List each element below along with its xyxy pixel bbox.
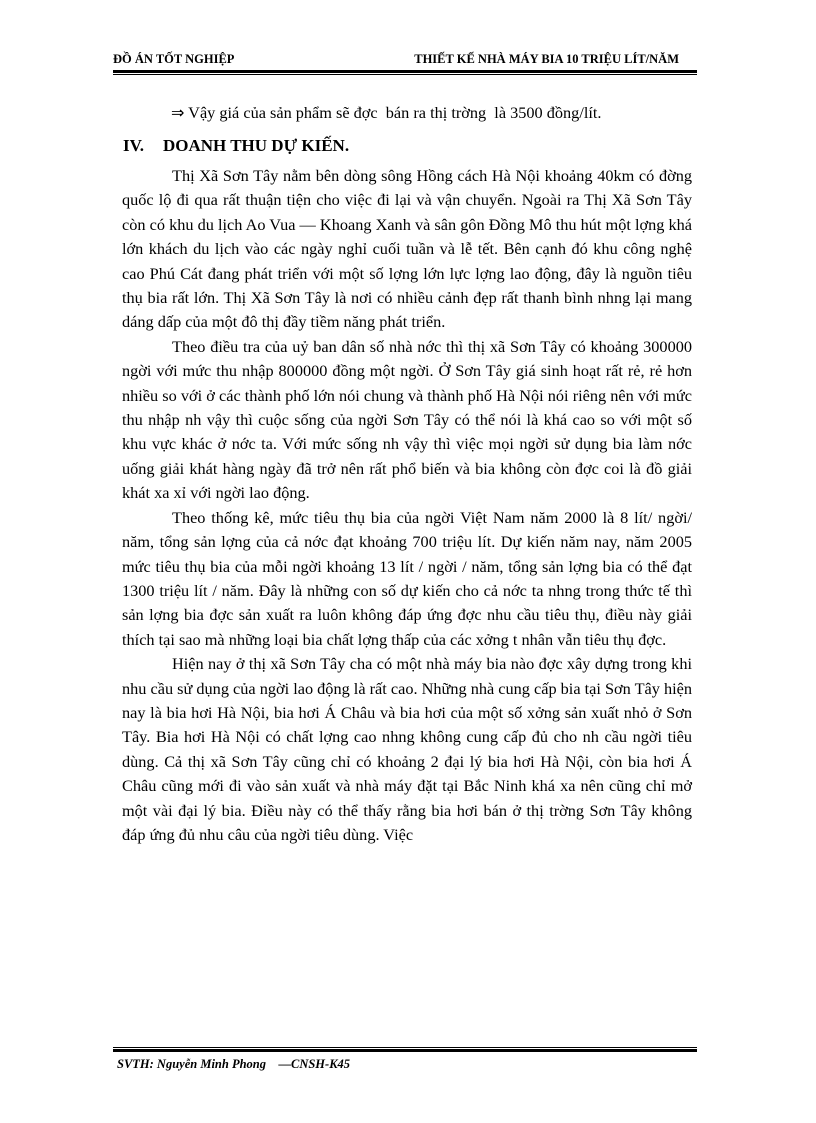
header-project-title: THIẾT KẾ NHÀ MÁY BIA 10 TRIỆU LÍT/NĂM [414,52,679,66]
double-arrow-icon: ⇒ [171,103,185,122]
body-text [122,164,692,847]
section-heading [123,134,349,158]
paragraph: Theo điều tra của uỷ ban dân số nhà nớc thì thị xã Sơn Tây có khoảng 300000 ngời với mức thu nhập 800000 đồng một ngời. Ở Sơn Tây giá sinh hoạt rất rẻ, rẻ hơn nhiều so với ở các thành phố lớn nói chung và thành phố Hà Nội nói riêng nên với mức thu nhập nh vậy thì cuộc sống của ngời Sơn Tây có thể nói là khá cao so với một số khu vực khác ở nớc ta. Với mức sống nh vậy thì việc mọi ngời sử dụng bia làm nớc uống giải khát hàng ngày đã trở nên rất phổ biến và bia không còn đợc coi là đồ giải khát xa xỉ với ngời lao động. [122,336,692,503]
header-thesis-label: ĐỒ ÁN TỐT NGHIỆP [113,52,235,66]
page-header [113,50,697,68]
header-divider [113,70,697,75]
section-number: IV. [123,136,144,155]
section-title: DOANH THU DỰ KIẾN. [163,136,350,155]
price-conclusion-text: Vậy giá của sản phẩm sẽ đợc bán ra thị trờng là 3500 đồng/lít. [184,103,602,122]
price-conclusion-line [171,101,711,125]
paragraph: Thị Xã Sơn Tây nằm bên dòng sông Hồng cách Hà Nội khoảng 40km có đờng quốc lộ đi qua rất thuận tiện cho việc đi lại và vận chuyển. Ngoài ra Thị Xã Sơn Tây còn có khu du lịch Ao Vua — Khoang Xanh và sân gôn Đồng Mô thu hút một lợng khá lớn khách du lịch vào các ngày nghỉ cuối tuần và lễ tết. Bên cạnh đó khu công nghệ cao Phú Cát đang phát triển với một số lợng lớn lực lợng lao động, đây là nguồn tiêu thụ bia rất lớn. Thị Xã Sơn Tây là nơi có nhiều cảnh đẹp rất thanh bình nhng lại mang dáng dấp của một đô thị đầy tiềm năng phát triển. [122,166,692,332]
page-footer: SVTH: Nguyễn Minh Phong —CNSH-K45 [117,1057,351,1071]
footer-divider [113,1047,697,1052]
paragraph: Hiện nay ở thị xã Sơn Tây cha có một nhà máy bia nào đợc xây dựng trong khi nhu cầu sử dụng của ngời lao động là rất cao. Những nhà cung cấp bia tại Sơn Tây hiện nay là bia hơi Hà Nội, bia hơi Á Châu và bia hơi của một số xởng sản xuất nhỏ ở Sơn Tây. Bia hơi Hà Nội có chất lợng cao nhng không cung cấp đủ cho nh cầu ngời tiêu dùng. Cả thị xã Sơn Tây cũng chỉ có khoảng 2 đại lý bia hơi Hà Nội, còn bia hơi Á Châu cũng mới đi vào sản xuất và nhà máy đặt tại Bắc Ninh khá xa nên cũng chỉ mở một vài đại lý bia. Điều này có thể thấy rằng bia hơi bán ở thị trờng Sơn Tây không đáp ứng đủ nhu câu của ngời tiêu dùng. Việc [122,654,692,844]
paragraph: Theo thống kê, mức tiêu thụ bia của ngời Việt Nam năm 2000 là 8 lít/ ngời/ năm, tổng sản lợng của cả nớc đạt khoảng 700 triệu lít. Dự kiến năm nay, năm 2005 mức tiêu thụ bia của mỗi ngời khoảng 13 lít / ngời / năm, tổng sản lợng bia có thể đạt 1300 triệu lít / năm. Đây là những con số dự kiến cho cả nớc ta nhng trong thức tế thì sản lợng bia đợc sản xuất ra luôn không đáp ứng đợc nhu cầu tiêu thụ, điều này giải thích tại sao mà những loại bia chất lợng thấp của các xởng t nhân vẫn tiêu thụ đợc. [122,507,692,649]
